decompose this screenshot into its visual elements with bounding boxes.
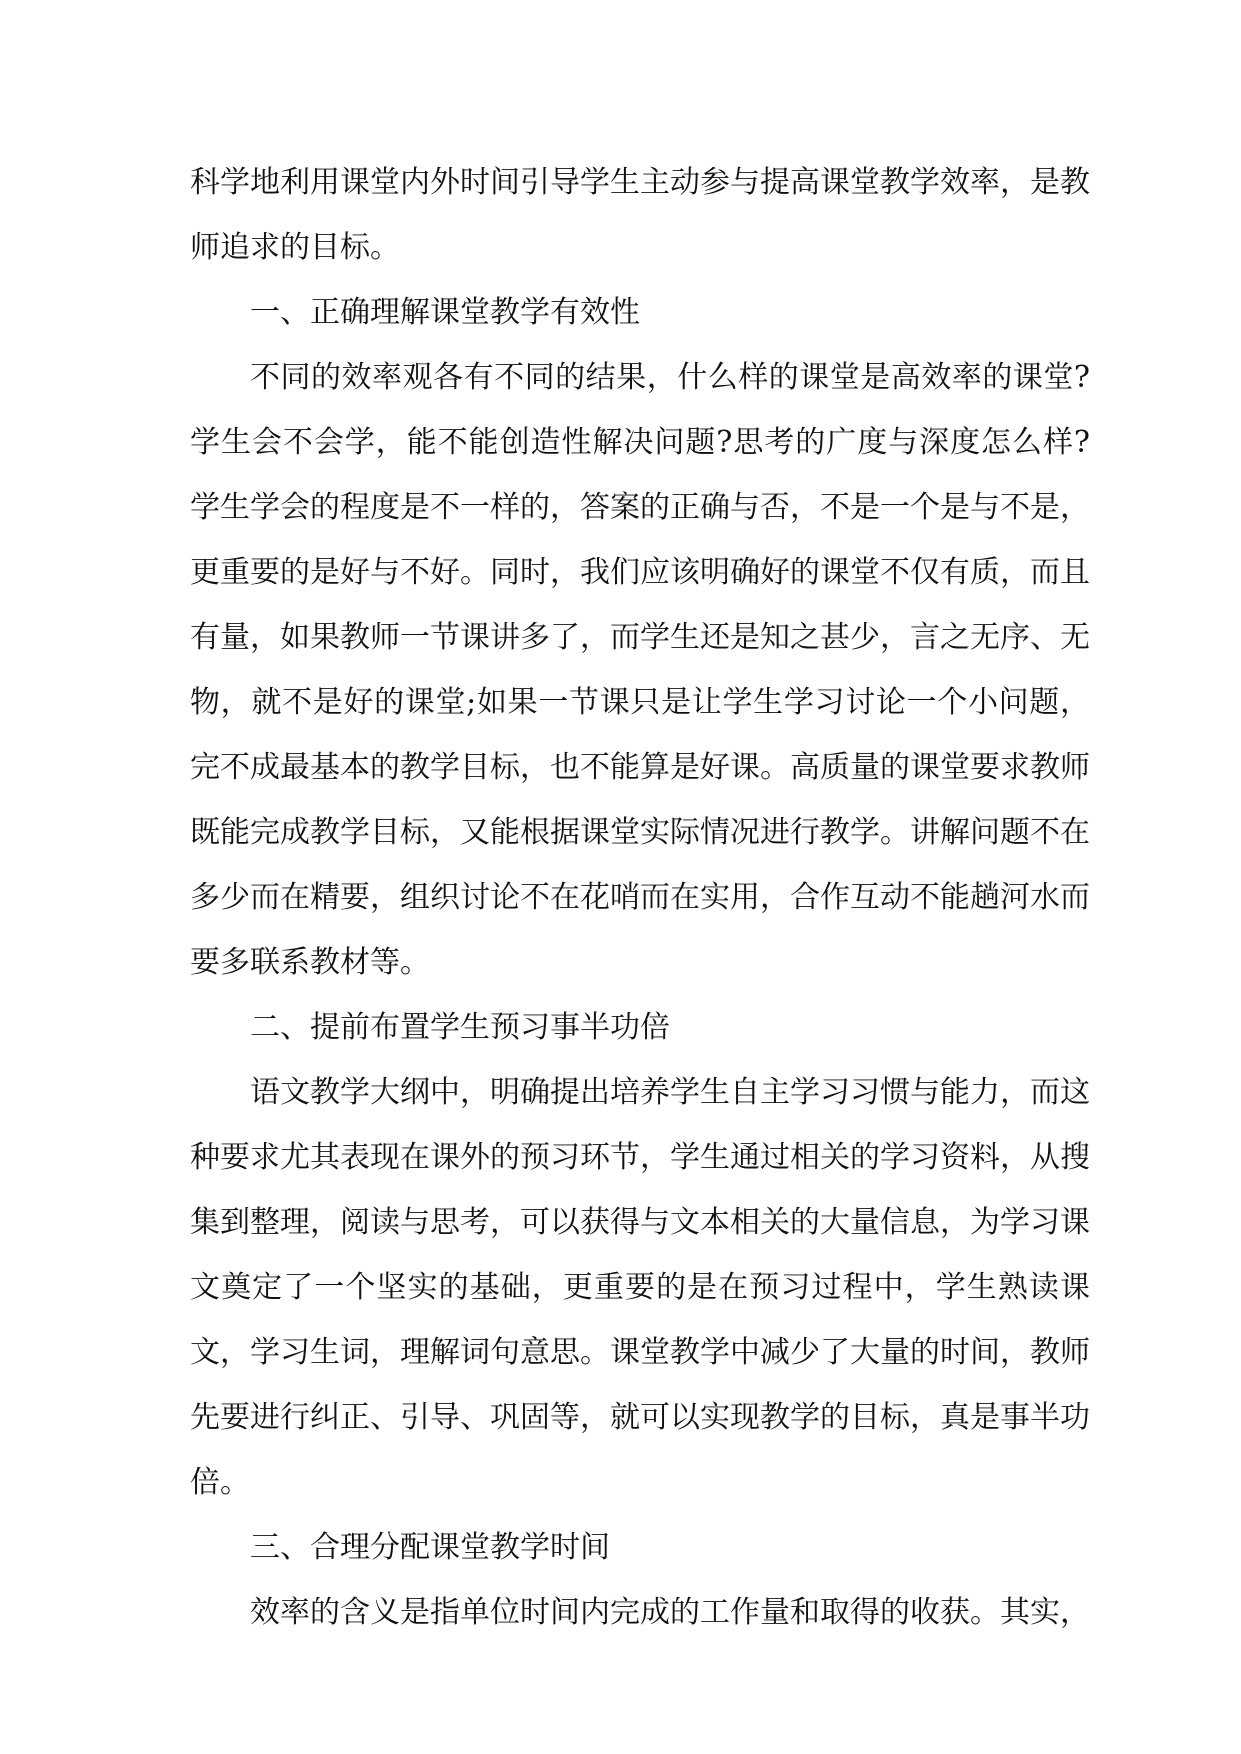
section-heading-3: 三、合理分配课堂教学时间 bbox=[250, 1530, 610, 1565]
paragraph-section-1: 不同的效率观各有不同的结果，什么样的课堂是高效率的课堂?学生会不会学，能不能创造性解决问题?思考的广度与深度怎么样?学生学会的程度是不一样的，答案的正确与否，不是一个是与不是，更重要的是好与不好。同时，我们应该明确好的课堂不仅有质，而且有量，如果教师一节课讲多了，而学生还是知之甚少，言之无序、无物，就不是好的课堂;如果一节课只是让学生学习讨论一个小问题，完不成最基本的教学目标，也不能算是好课。高质量的课堂要求教师既能完成教学目标，又能根据课堂实际情况进行教学。讲解问题不在多少而在精要，组织讨论不在花哨而在实用，合作互动不能趟河水而要多联系教材等。 bbox=[190, 360, 1090, 980]
document-page bbox=[190, 150, 1090, 1645]
section-heading-2: 二、提前布置学生预习事半功倍 bbox=[250, 1010, 670, 1045]
paragraph-intro: 科学地利用课堂内外时间引导学生主动参与提高课堂教学效率，是教师追求的目标。 bbox=[190, 165, 1090, 265]
paragraph-section-2: 语文教学大纲中，明确提出培养学生自主学习习惯与能力，而这种要求尤其表现在课外的预习环节，学生通过相关的学习资料，从搜集到整理，阅读与思考，可以获得与文本相关的大量信息，为学习课文奠定了一个坚实的基础，更重要的是在预习过程中，学生熟读课文，学习生词，理解词句意思。课堂教学中减少了大量的时间，教师先要进行纠正、引导、巩固等，就可以实现教学的目标，真是事半功倍。 bbox=[190, 1075, 1090, 1500]
paragraph-section-3: 效率的含义是指单位时间内完成的工作量和取得的收获。其实， bbox=[250, 1595, 1090, 1630]
section-heading-1: 一、正确理解课堂教学有效性 bbox=[250, 295, 640, 330]
